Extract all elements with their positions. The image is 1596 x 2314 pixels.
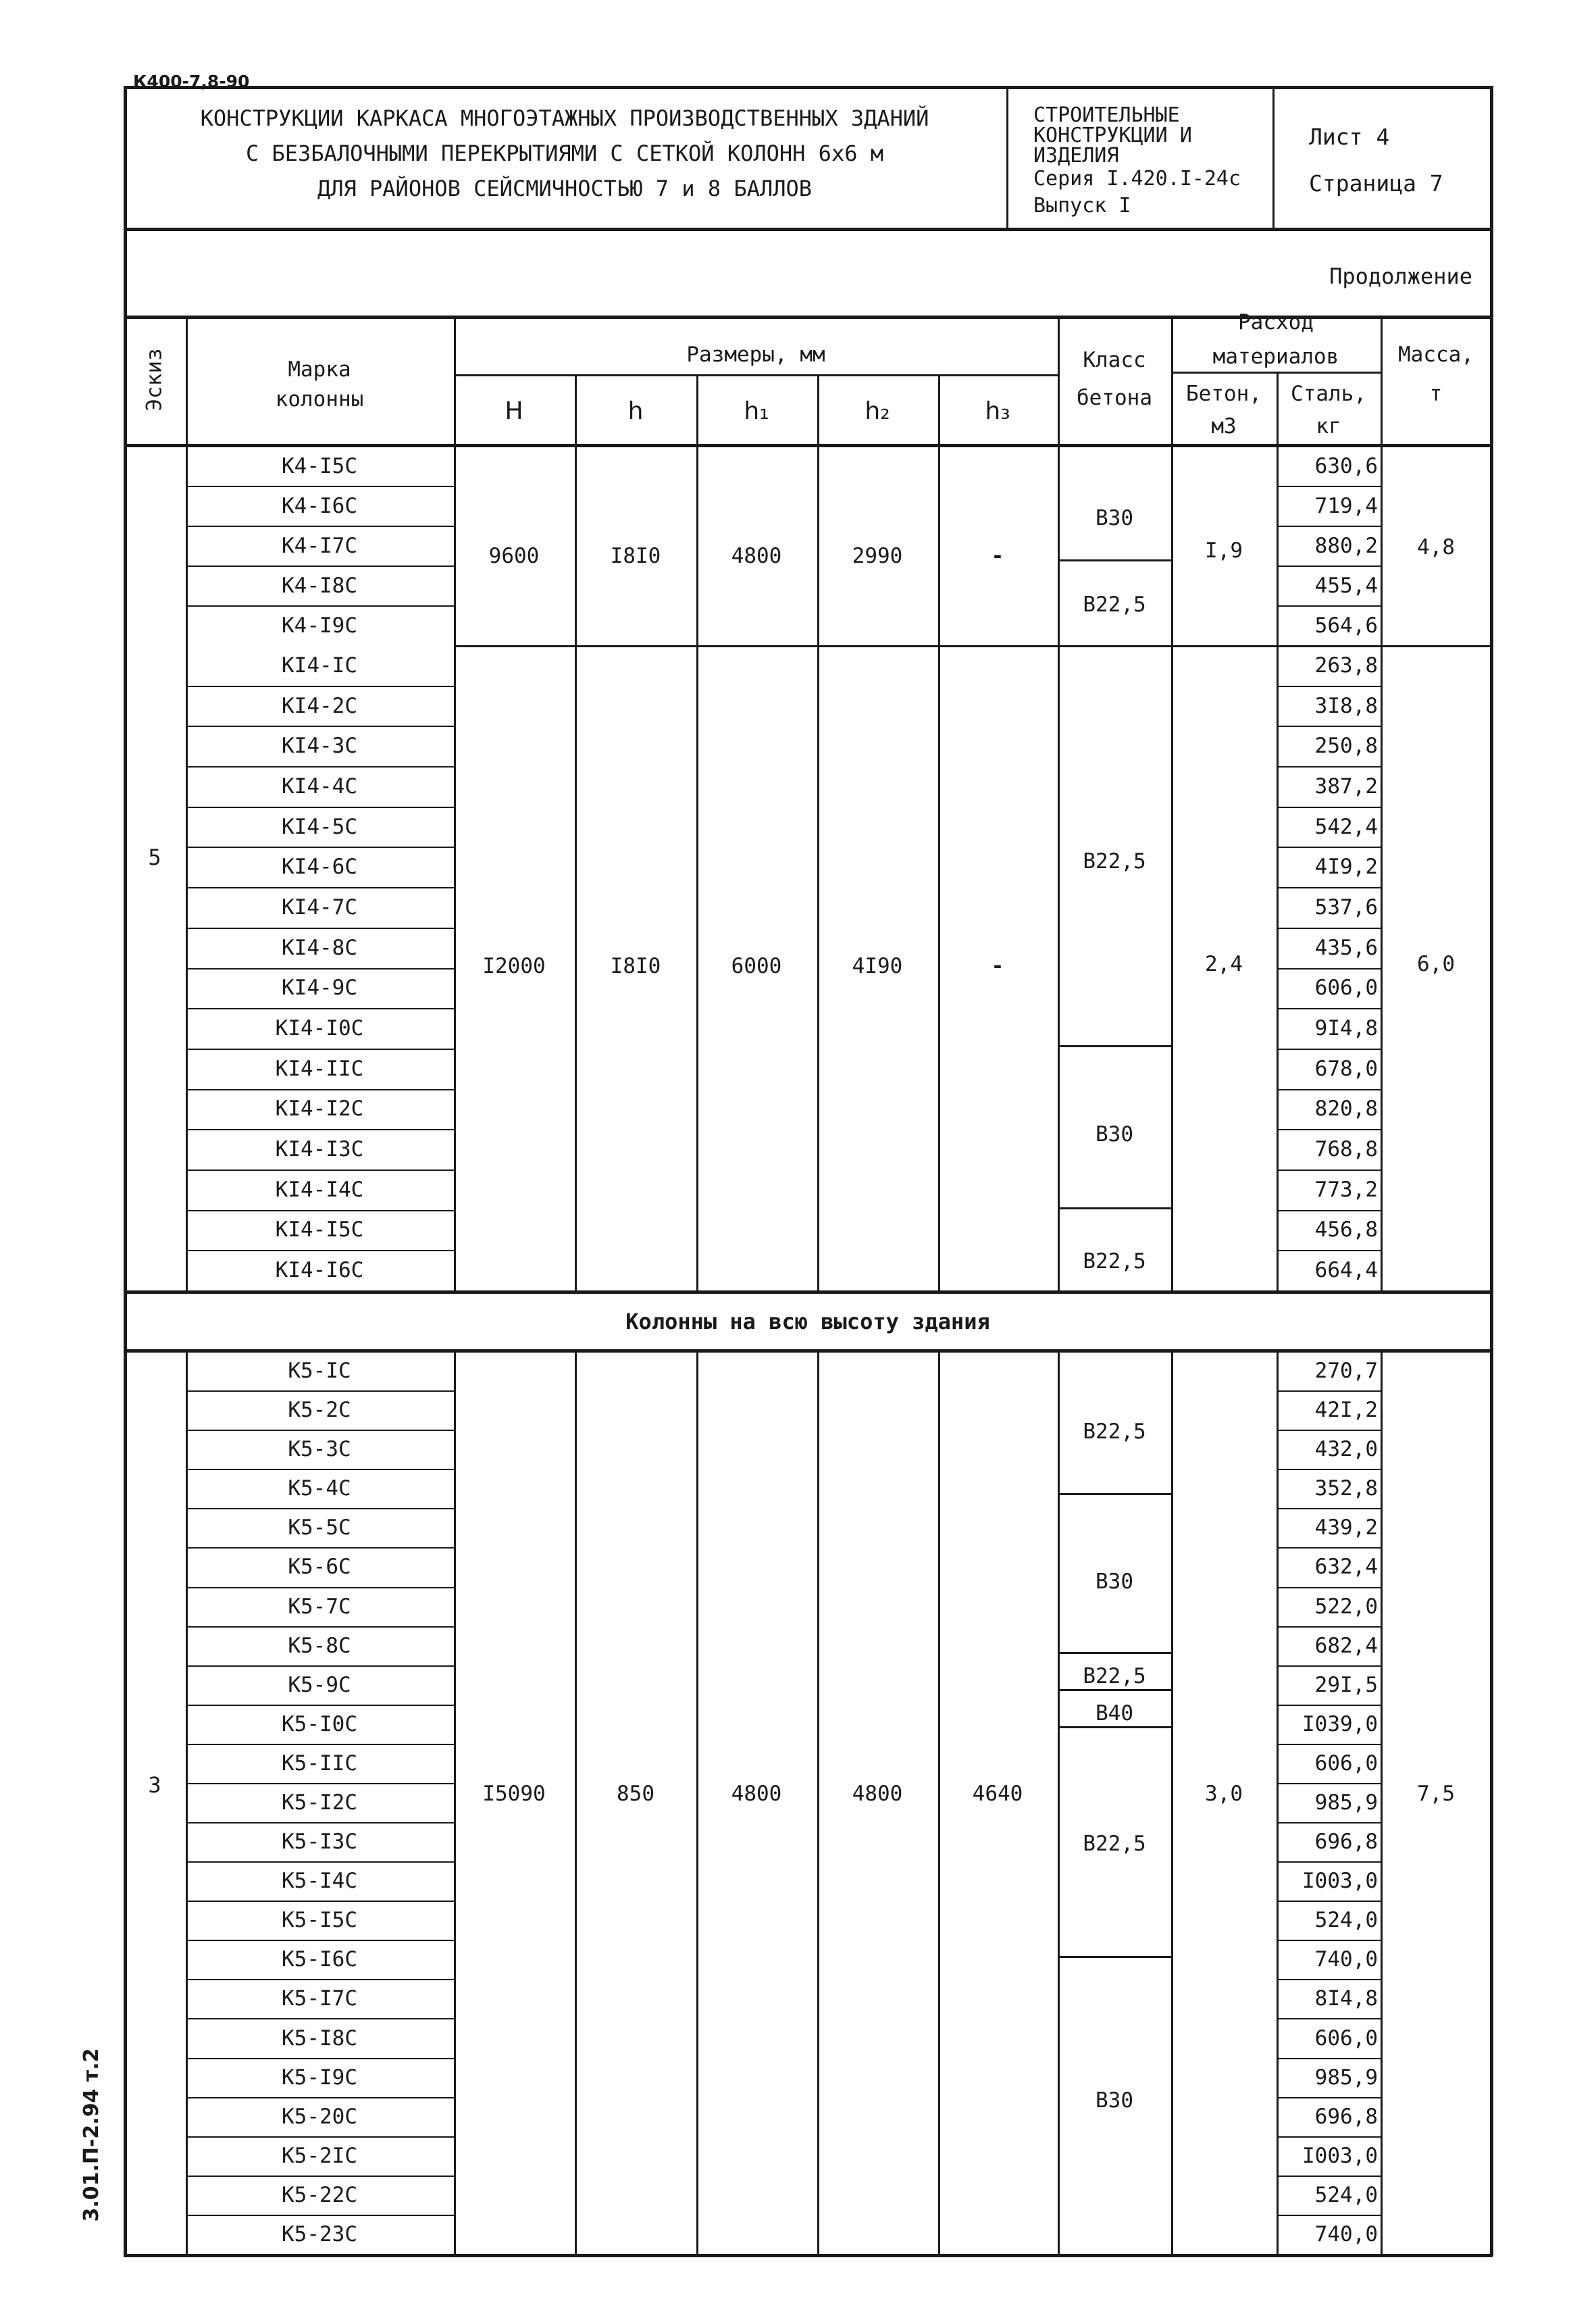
column-mark: КI4-5С: [282, 814, 357, 839]
row-divider: [186, 1089, 454, 1090]
steel-value: I039,0: [1302, 1711, 1378, 1736]
value-class: В30: [1096, 1122, 1133, 1147]
steel-value: 606,0: [1314, 2026, 1378, 2051]
row-divider: [1277, 2097, 1381, 2098]
column-mark: К4-I8С: [282, 573, 357, 598]
column-mark: К4-I6С: [282, 493, 357, 518]
value-class: В22,5: [1083, 849, 1146, 874]
column-mark: К5-4С: [288, 1476, 351, 1501]
row-divider: [186, 928, 454, 929]
value-h: 850: [617, 1782, 654, 1806]
header-h: h: [627, 397, 644, 425]
steel-value: I003,0: [1302, 2143, 1378, 2168]
value-class: В30: [1096, 1569, 1133, 1594]
column-mark: К5-5С: [288, 1515, 351, 1540]
row-divider: [186, 605, 454, 607]
sketch-number: 3: [148, 1772, 161, 1798]
stamp-series-line: ИЗДЕЛИЯ: [1033, 144, 1119, 168]
steel-value: 524,0: [1314, 2182, 1378, 2207]
row-divider: [1277, 928, 1381, 929]
steel-value: 630,6: [1314, 453, 1378, 478]
steel-value: 606,0: [1314, 976, 1378, 1001]
steel-value: 387,2: [1314, 774, 1378, 799]
row-divider: [186, 1822, 454, 1823]
row-divider: [1277, 1705, 1381, 1706]
header-steel-line: Сталь,: [1291, 382, 1366, 406]
steel-value: 632,4: [1314, 1555, 1378, 1580]
row-divider: [186, 2058, 454, 2059]
row-divider: [186, 686, 454, 687]
value-h: I8I0: [610, 544, 661, 568]
row-divider: [186, 1129, 454, 1130]
row-divider: [186, 2175, 454, 2177]
steel-value: 352,8: [1314, 1476, 1378, 1501]
steel-value: 263,8: [1314, 653, 1378, 678]
header-consumption-line: Расход: [1238, 310, 1314, 334]
steel-value: 773,2: [1314, 1177, 1378, 1202]
row-divider: [1277, 2136, 1381, 2138]
value-H: 9600: [488, 544, 540, 568]
row-divider: [186, 847, 454, 848]
row-divider: [1277, 1390, 1381, 1392]
row-divider: [1277, 2018, 1381, 2019]
column-mark: К5-I7С: [282, 1986, 357, 2011]
column-mark: К4-I7С: [282, 533, 357, 558]
value-class: В40: [1096, 1701, 1133, 1726]
row-divider: [1277, 486, 1381, 487]
column-mark: К5-2С: [288, 1398, 351, 1423]
row-divider: [1277, 1210, 1381, 1211]
value-h: I8I0: [610, 954, 661, 978]
header-h2: h₂: [865, 397, 890, 425]
row-divider: [1277, 766, 1381, 768]
row-divider: [1277, 1940, 1381, 1941]
value-H: I5090: [482, 1782, 546, 1806]
row-divider: [1277, 1979, 1381, 1980]
steel-value: 439,2: [1314, 1515, 1378, 1540]
side-code: 3.01.П-2.94 т.2: [80, 2048, 103, 2222]
steel-value: 432,0: [1314, 1437, 1378, 1462]
steel-value: 42I,2: [1314, 1398, 1378, 1423]
row-divider: [186, 2018, 454, 2019]
header-h1: h₁: [744, 397, 769, 425]
value-class: В22,5: [1083, 593, 1146, 617]
column-mark: К5-20С: [282, 2104, 357, 2129]
column-mark: К5-22С: [282, 2182, 357, 2207]
column-mark: К5-IС: [288, 1359, 351, 1384]
continuation-label: Продолжение: [1329, 263, 1472, 289]
value-concrete: 3,0: [1205, 1782, 1243, 1806]
row-divider: [1277, 1901, 1381, 1902]
steel-value: 9I4,8: [1314, 1016, 1378, 1041]
steel-value: 719,4: [1314, 493, 1378, 518]
steel-value: 564,6: [1314, 613, 1378, 638]
row-divider: [186, 2097, 454, 2098]
column-mark: К5-I6С: [282, 1947, 357, 1972]
header-H: H: [505, 397, 523, 425]
row-divider: [1277, 1430, 1381, 1431]
page-number: Страница 7: [1309, 170, 1443, 197]
row-divider: [1277, 968, 1381, 970]
column-mark: К5-I4С: [282, 1869, 357, 1894]
sketch-number: 5: [148, 845, 161, 870]
value-mass: 7,5: [1417, 1782, 1455, 1806]
row-divider: [186, 1390, 454, 1392]
steel-value: 250,8: [1314, 734, 1378, 759]
value-class: В22,5: [1083, 1664, 1146, 1688]
steel-value: 740,0: [1314, 2221, 1378, 2246]
column-mark: К5-I0С: [282, 1711, 357, 1736]
section-title: Колонны на всю высоту здания: [625, 1309, 990, 1334]
column-mark: К5-I5С: [282, 1908, 357, 1933]
value-h2: 4800: [852, 1782, 903, 1806]
value-h1: 4800: [731, 544, 782, 568]
steel-value: 455,4: [1314, 573, 1378, 598]
row-divider: [186, 1940, 454, 1941]
column-mark: К5-I2С: [282, 1790, 357, 1815]
steel-value: 820,8: [1314, 1097, 1378, 1122]
steel-value: 4I9,2: [1314, 855, 1378, 880]
doc-code: К400-7,8-90: [133, 72, 250, 91]
column-mark: КI4-I6С: [275, 1258, 364, 1283]
header-mass-line: Масса,: [1398, 343, 1474, 367]
column-mark: К5-I9С: [282, 2065, 357, 2090]
header-consumption-line: материалов: [1212, 345, 1339, 369]
column-mark: К4-I5С: [282, 453, 357, 478]
row-divider: [1277, 2058, 1381, 2059]
header-class-line: бетона: [1077, 386, 1152, 410]
steel-value: 768,8: [1314, 1137, 1378, 1162]
value-h3: -: [991, 954, 1004, 978]
value-h3: 4640: [972, 1782, 1023, 1806]
row-divider: [186, 1210, 454, 1211]
column-mark: К5-I3С: [282, 1830, 357, 1855]
steel-value: 29I,5: [1314, 1672, 1378, 1697]
row-divider: [186, 1665, 454, 1667]
value-class: В30: [1096, 2088, 1133, 2113]
row-divider: [1277, 807, 1381, 808]
row-divider: [1277, 1626, 1381, 1628]
column-mark: К5-9С: [288, 1672, 351, 1697]
steel-value: 524,0: [1314, 1908, 1378, 1933]
column-mark: КI4-3С: [282, 734, 357, 759]
row-divider: [1277, 1008, 1381, 1009]
steel-value: 678,0: [1314, 1056, 1378, 1081]
row-divider: [1277, 726, 1381, 727]
row-divider: [186, 1008, 454, 1009]
steel-value: 435,6: [1314, 935, 1378, 960]
row-divider: [186, 1250, 454, 1251]
row-divider: [1277, 1250, 1381, 1251]
row-divider: [186, 968, 454, 970]
row-divider: [1277, 1783, 1381, 1784]
row-divider: [186, 2215, 454, 2216]
steel-value: 456,8: [1314, 1217, 1378, 1242]
steel-value: I003,0: [1302, 1869, 1378, 1894]
column-mark: К5-3С: [288, 1437, 351, 1462]
steel-value: 664,4: [1314, 1258, 1378, 1283]
steel-value: 537,6: [1314, 895, 1378, 920]
row-divider: [1277, 1861, 1381, 1863]
column-mark: К5-23С: [282, 2221, 357, 2246]
row-divider: [1277, 1089, 1381, 1090]
row-divider: [1277, 1744, 1381, 1745]
row-divider: [1277, 847, 1381, 848]
column-mark: КI4-4С: [282, 774, 357, 799]
value-class: В22,5: [1083, 1249, 1146, 1274]
row-divider: [1277, 1822, 1381, 1823]
row-divider: [1277, 1169, 1381, 1171]
column-mark: К5-6С: [288, 1555, 351, 1580]
row-divider: [186, 1901, 454, 1902]
row-divider: [186, 1744, 454, 1745]
value-h1: 6000: [731, 954, 782, 978]
row-divider: [1277, 1049, 1381, 1050]
value-class: В22,5: [1083, 1832, 1146, 1856]
row-divider: [1277, 605, 1381, 607]
steel-value: 985,9: [1314, 1790, 1378, 1815]
row-divider: [1277, 1547, 1381, 1549]
column-mark: КI4-IIС: [275, 1056, 364, 1081]
value-h1: 4800: [731, 1782, 782, 1806]
column-mark: К5-IIС: [282, 1751, 357, 1776]
header-concrete-line: м3: [1211, 414, 1237, 438]
row-divider: [1277, 1508, 1381, 1509]
header-concrete-line: Бетон,: [1186, 382, 1262, 406]
value-H: I2000: [482, 954, 546, 978]
row-divider: [1277, 1665, 1381, 1667]
sheet-number: Лист 4: [1309, 124, 1390, 150]
row-divider: [1277, 1587, 1381, 1588]
row-divider: [186, 1587, 454, 1588]
column-mark: КI4-9С: [282, 976, 357, 1001]
row-divider: [186, 486, 454, 487]
row-divider: [186, 565, 454, 567]
column-mark: КI4-I4С: [275, 1177, 364, 1202]
steel-value: 696,8: [1314, 2104, 1378, 2129]
header-sketch: Эскиз: [142, 348, 167, 411]
row-divider: [1277, 2215, 1381, 2216]
value-class: В22,5: [1083, 1419, 1146, 1444]
column-mark: К5-8С: [288, 1633, 351, 1658]
column-mark: КI4-8С: [282, 935, 357, 960]
steel-value: 696,8: [1314, 1830, 1378, 1855]
value-h3: -: [991, 544, 1004, 568]
row-divider: [186, 766, 454, 768]
steel-value: 8I4,8: [1314, 1986, 1378, 2011]
column-mark: КI4-I3С: [275, 1137, 364, 1162]
column-mark: КI4-IС: [282, 653, 357, 678]
steel-value: 880,2: [1314, 533, 1378, 558]
column-mark: КI4-I2С: [275, 1097, 364, 1122]
row-divider: [1277, 526, 1381, 527]
column-mark: КI4-I5С: [275, 1217, 364, 1242]
row-divider: [186, 1626, 454, 1628]
stamp-title-line: КОНСТРУКЦИИ КАРКАСА МНОГОЭТАЖНЫХ ПРОИЗВОДСТВЕННЫХ ЗДАНИЙ: [200, 105, 929, 131]
stamp-title-line: ДЛЯ РАЙОНОВ СЕЙСМИЧНОСТЬЮ 7 и 8 БАЛЛОВ: [317, 176, 813, 201]
steel-value: 522,0: [1314, 1594, 1378, 1619]
row-divider: [186, 1049, 454, 1050]
row-divider: [186, 1508, 454, 1509]
column-mark: К5-I8С: [282, 2026, 357, 2051]
row-divider: [1277, 2175, 1381, 2177]
steel-value: 3I8,8: [1314, 693, 1378, 718]
steel-value: 682,4: [1314, 1633, 1378, 1658]
row-divider: [186, 1705, 454, 1706]
row-divider: [186, 887, 454, 888]
row-divider: [1277, 1129, 1381, 1130]
value-mass: 4,8: [1417, 535, 1455, 559]
value-h2: 4I90: [852, 954, 903, 978]
value-mass: 6,0: [1417, 952, 1455, 976]
value-concrete: 2,4: [1205, 952, 1243, 976]
steel-value: 606,0: [1314, 1751, 1378, 1776]
header-mark-line: колонны: [275, 387, 364, 411]
row-divider: [1277, 686, 1381, 687]
steel-value: 740,0: [1314, 1947, 1378, 1972]
steel-value: 270,7: [1314, 1359, 1378, 1384]
column-mark: КI4-6С: [282, 855, 357, 880]
column-mark: КI4-I0С: [275, 1016, 364, 1041]
stamp-series-line: СТРОИТЕЛЬНЫЕ: [1033, 103, 1180, 127]
row-divider: [1277, 1469, 1381, 1470]
column-mark: КI4-2С: [282, 693, 357, 718]
row-divider: [186, 1547, 454, 1549]
header-sizes: Размеры, мм: [686, 343, 825, 367]
steel-value: 985,9: [1314, 2065, 1378, 2090]
header-h3: h₃: [985, 397, 1010, 425]
header-mass-line: т: [1429, 382, 1443, 406]
stamp-series-line: Серия I.420.I-24с: [1033, 167, 1241, 191]
stamp-title-line: С БЕЗБАЛОЧНЫМИ ПЕРЕКРЫТИЯМИ С СЕТКОЙ КОЛОНН 6х6 м: [245, 141, 884, 166]
row-divider: [186, 1783, 454, 1784]
row-divider: [186, 1861, 454, 1863]
row-divider: [186, 1169, 454, 1171]
header-mark-line: Марка: [288, 357, 351, 382]
value-h2: 2990: [852, 544, 903, 568]
stamp-series-line: КОНСТРУКЦИИ И: [1033, 124, 1192, 147]
row-divider: [186, 726, 454, 727]
value-class: В30: [1096, 506, 1133, 530]
row-divider: [186, 1979, 454, 1980]
row-divider: [186, 526, 454, 527]
header-class-line: Класс: [1083, 348, 1146, 372]
column-mark: К5-7С: [288, 1594, 351, 1619]
row-divider: [186, 1430, 454, 1431]
header-steel-line: кг: [1316, 414, 1341, 438]
column-mark: КI4-7С: [282, 895, 357, 920]
value-concrete: I,9: [1205, 538, 1243, 563]
row-divider: [186, 2136, 454, 2138]
stamp-series-line: Выпуск I: [1033, 194, 1131, 218]
row-divider: [1277, 887, 1381, 888]
steel-value: 542,4: [1314, 814, 1378, 839]
row-divider: [186, 807, 454, 808]
column-mark: К5-2IС: [282, 2143, 357, 2168]
column-mark: К4-I9С: [282, 613, 357, 638]
row-divider: [1277, 565, 1381, 567]
row-divider: [186, 1469, 454, 1470]
